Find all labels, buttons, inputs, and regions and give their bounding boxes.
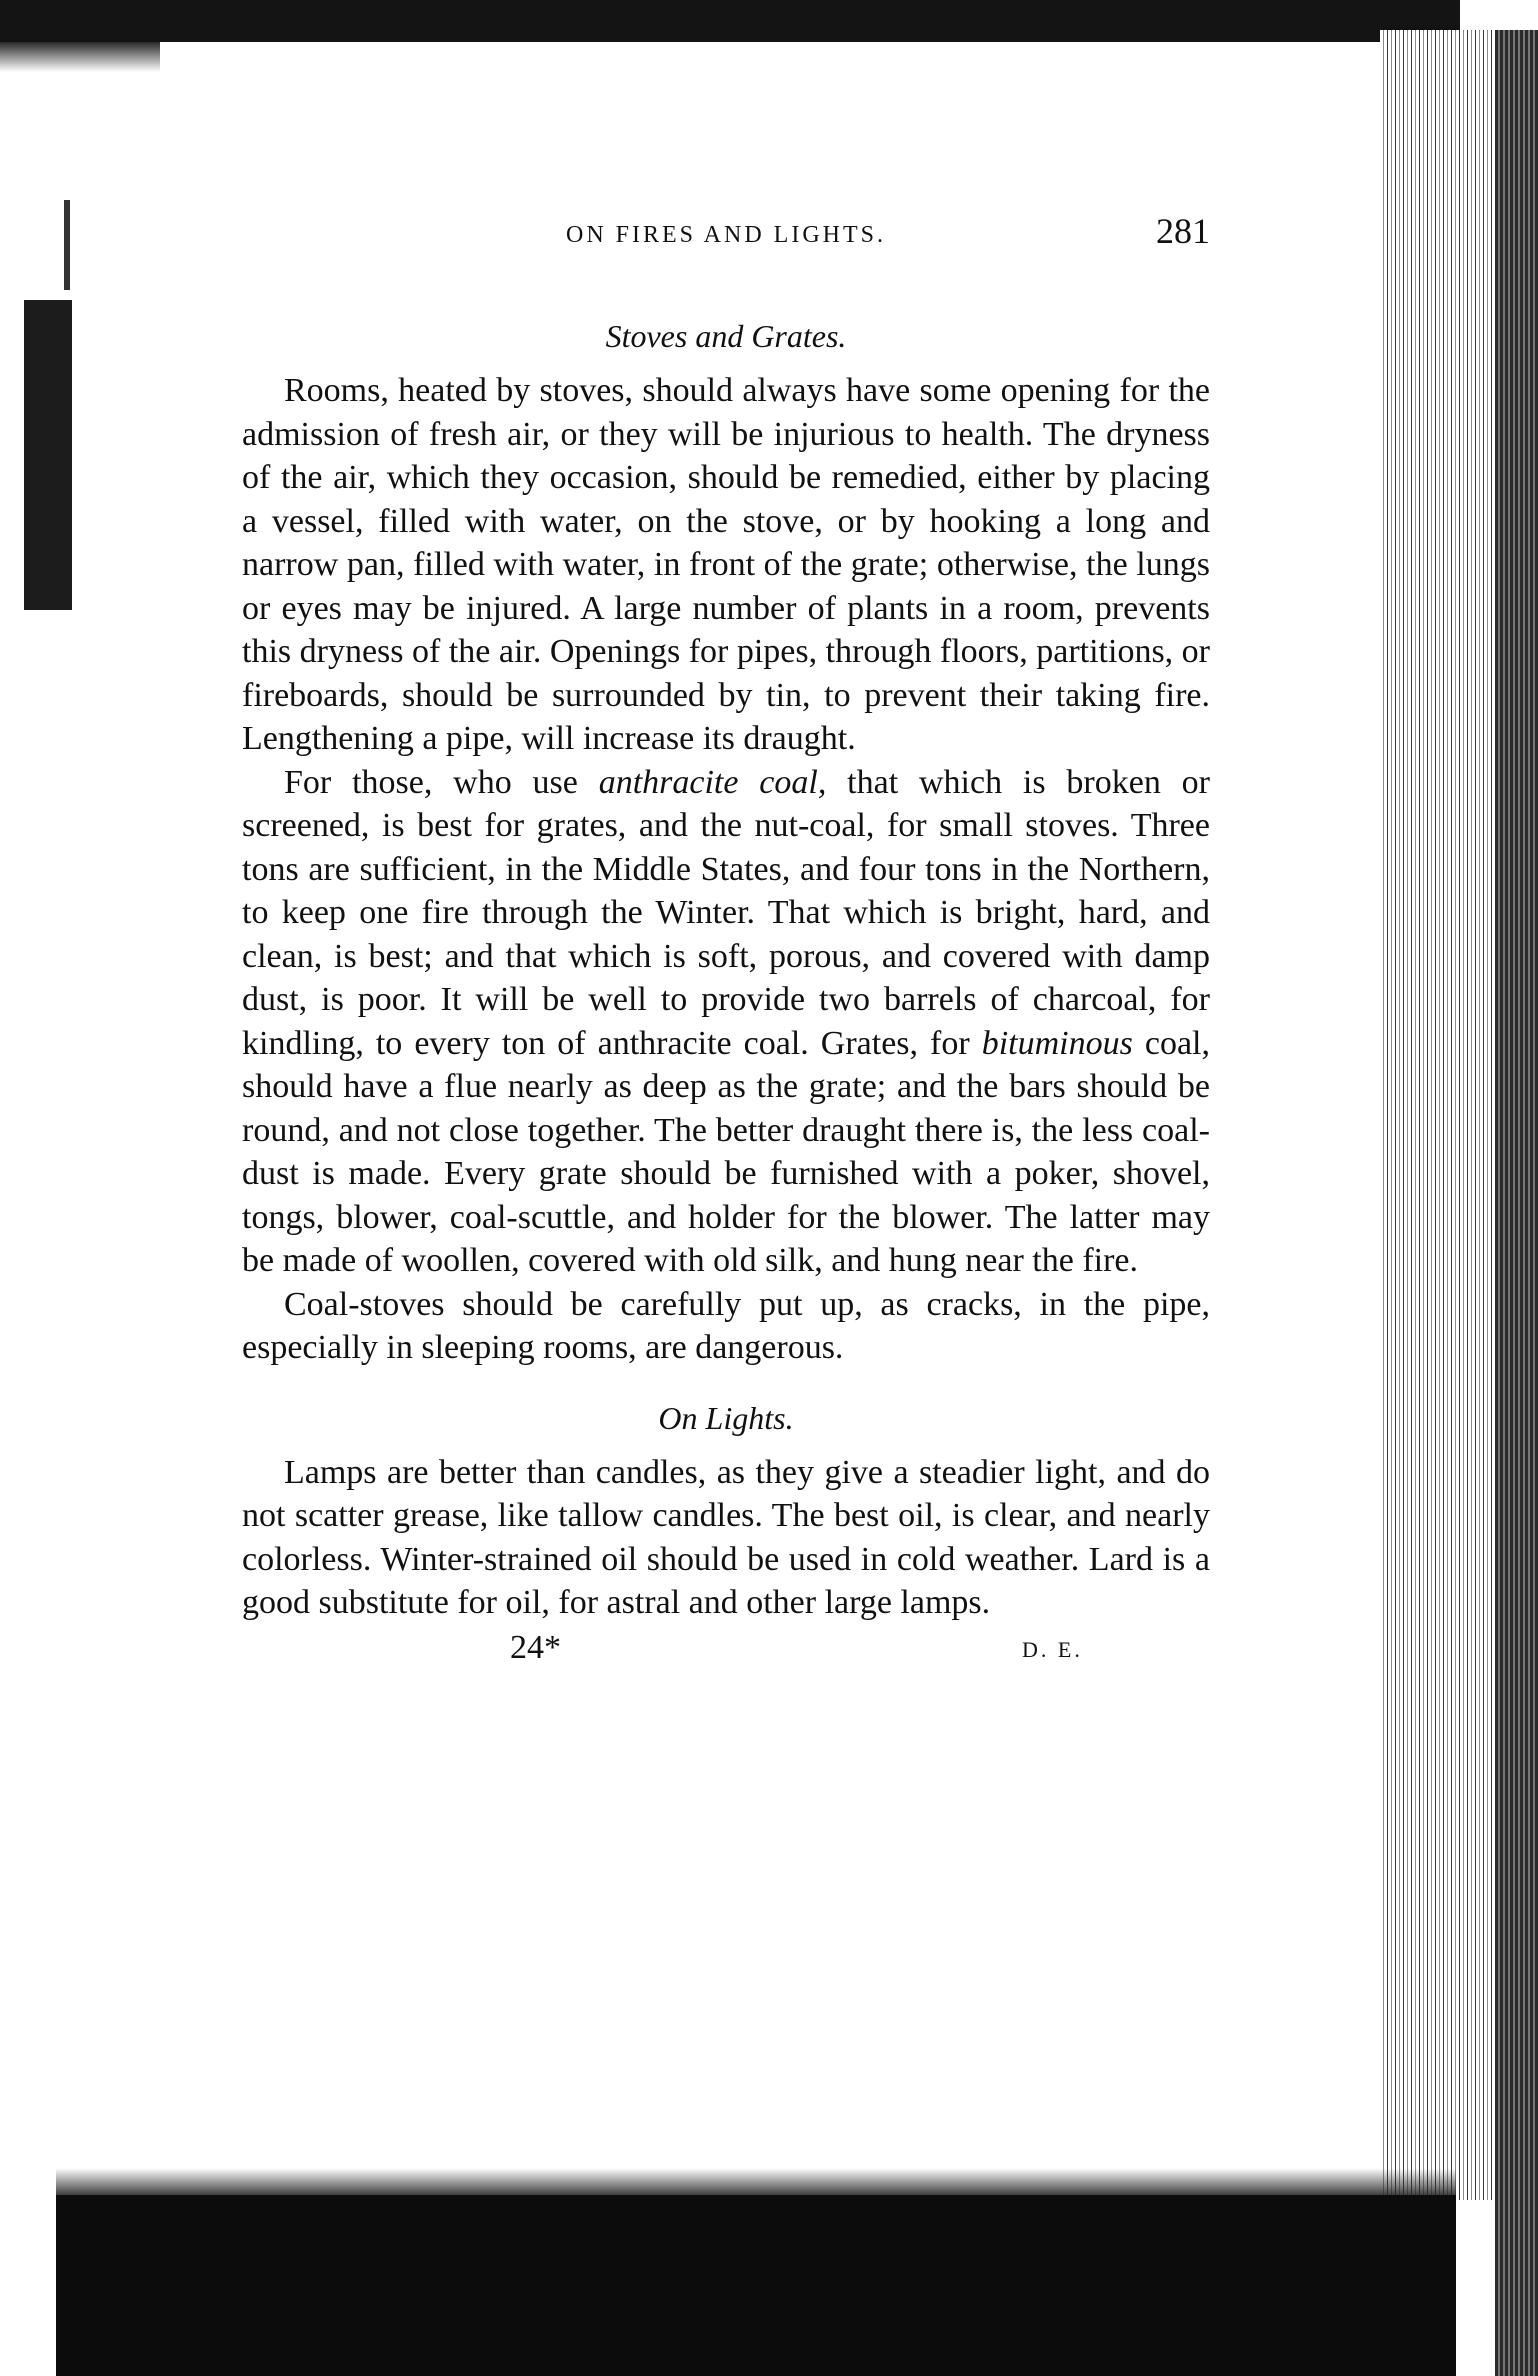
text-run: For those, who use [284, 763, 599, 801]
text-run: that which is broken or screened, is best for grates, and the nut-coal, for small stoves. Three tons are sufficient, in the Middle States, and four tons in the Northern, to keep one fire through the Winter. That which is bright, hard, and clean, is best; and that which is soft, porous, and covered with damp dust, is poor. It will be well to provide two barrels of charcoal, for kindling, to every ton of anthracite coal. Grates, for [242, 763, 1210, 1062]
scan-top-shadow [0, 42, 160, 72]
emphasis-bituminous: bituminous [981, 1024, 1133, 1062]
page-number: 281 [1156, 211, 1210, 251]
emphasis-anthracite: anthracite coal, [598, 763, 827, 801]
signature-mark: 24* [510, 1628, 561, 1666]
book-page [242, 210, 1210, 1669]
paragraph-lamps: Lamps are better than candles, as they give a steadier light, and do not scatter grease, like tallow candles. The best oil, is clear, and nearly colorless. Winter-strained oil should be used in cold weather. Lard is a good substitute for oil, for astral and other large lamps. [242, 1453, 1210, 1621]
running-head-title: ON FIRES AND LIGHTS. [565, 222, 886, 248]
running-head [242, 210, 1210, 270]
paragraph-anthracite-coal [242, 761, 1210, 1283]
paragraph-coal-stoves: Coal-stoves should be carefully put up, as cracks, in the pipe, especially in sleeping rooms, are dangerous. [242, 1285, 1210, 1366]
page-edges-right [1495, 30, 1538, 2376]
section-heading-stoves: Stoves and Grates. [605, 318, 847, 354]
scan-left-binding-shadow [24, 300, 72, 610]
scan-bottom-shadow [56, 2168, 1456, 2198]
scan-left-mark [64, 200, 70, 290]
printer-mark: D. E. [1022, 1636, 1083, 1662]
page-footer [242, 1629, 1210, 1669]
paragraph-stoves-ventilation: Rooms, heated by stoves, should always have some opening for the admission of fresh air, or they will be injurious to health. The dryness of the air, which they occasion, should be remedied, either by placing a vessel, filled with water, on the stove, or by hooking a long and narrow pan, filled with water, in front of the grate; otherwise, the lungs or eyes may be injured. A large number of plants in a room, prevents this dryness of the air. Openings for pipes, through floors, partitions, or fireboards, should be surrounded by tin, to prevent their taking fire. Lengthening a pipe, will increase its draught. [242, 372, 1210, 757]
text-run: coal, should have a flue nearly as deep as the grate; and the bars should be round, and not close together. The better draught there is, the less coal-dust is made. Every grate should be furnished with a poker, shovel, tongs, blower, coal-scuttle, and holder for the blower. The latter may be made of woollen, covered with old silk, and hung near the fire. [242, 1024, 1210, 1279]
section-heading-lights: On Lights. [658, 1399, 794, 1436]
scan-bottom-border [56, 2195, 1456, 2376]
scan-top-border [0, 0, 1460, 42]
